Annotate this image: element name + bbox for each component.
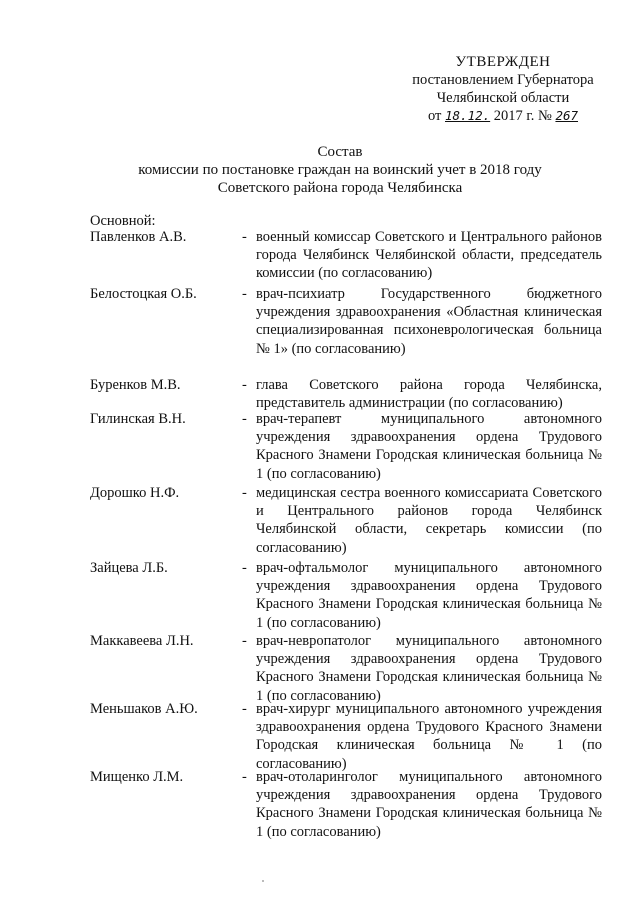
member-role: врач-офтальмолог муниципального автономного учреждения здравоохранения ордена Трудового Красного Знамени Городская клиническая больница № 1 (по согласованию)	[256, 560, 602, 631]
approval-line-2: Челябинской области	[436, 90, 570, 106]
member-dash: -	[242, 411, 247, 427]
member-dash: -	[242, 633, 247, 649]
member-name: Дорошко Н.Ф.	[90, 485, 180, 501]
member-dash: -	[242, 286, 247, 302]
document-title	[60, 143, 620, 197]
member-dash: -	[242, 229, 247, 245]
section-label: Основной:	[90, 213, 156, 229]
member-role: врач-терапевт муниципального автономного учреждения здравоохранения ордена Трудового Красного Знамени Городская клиническая больница № 1 (по согласованию)	[256, 411, 602, 482]
member-name: Буренков М.В.	[90, 377, 181, 393]
member-role: врач-невропатолог муниципального автономного учреждения здравоохранения ордена Трудового Красного Знамени Городская клиническая больница № 1 (по согласованию)	[256, 633, 602, 704]
year-text: 2017 г. №	[493, 108, 552, 124]
member-role: врач-хирург муниципального автономного учреждения здравоохранения ордена Трудового Красного Знамени Городская клиническая больница № 1 (по согласованию)	[256, 701, 602, 772]
member-name: Белостоцкая О.Б.	[90, 286, 197, 302]
member-role: глава Советского района города Челябинска, представитель администрации (по согласованию)	[256, 377, 602, 412]
member-dash: -	[242, 769, 247, 785]
approval-date-line	[392, 107, 614, 125]
member-dash: -	[242, 701, 247, 717]
member-name: Меньшаков А.Ю.	[90, 701, 198, 717]
member-name: Мищенко Л.М.	[90, 769, 184, 785]
date-prefix: от	[427, 108, 442, 124]
scan-speck	[262, 880, 264, 882]
member-name: Зайцева Л.Б.	[90, 560, 168, 576]
member-role: врач-психиатр Государственного бюджетного учреждения здравоохранения «Областная клиническая специализированная психоневрологическая больница № 1» (по согласованию)	[256, 286, 602, 357]
title-line-2: комиссии по постановке граждан на воинский учет в 2018 году	[138, 162, 542, 178]
title-line-3: Советского района города Челябинска	[217, 180, 463, 196]
member-dash: -	[242, 560, 247, 576]
approval-line-1: постановлением Губернатора	[412, 72, 594, 88]
approval-block	[392, 53, 614, 125]
member-name: Павленков А.В.	[90, 229, 187, 245]
member-dash: -	[242, 485, 247, 501]
member-name: Гилинская В.Н.	[90, 411, 186, 427]
date-value: 18.12.	[445, 108, 491, 123]
member-role: военный комиссар Советского и Центрального районов города Челябинск Челябинской области, председатель комиссии (по согласованию)	[256, 229, 602, 282]
title-line-1: Состав	[317, 144, 363, 160]
approved-heading: УТВЕРЖДЕН	[455, 54, 551, 70]
member-role: врач-отоларинголог муниципального автономного учреждения здравоохранения ордена Трудового Красного Знамени Городская клиническая больница № 1 (по согласованию)	[256, 769, 602, 840]
document-number: 267	[555, 108, 579, 123]
member-role: медицинская сестра военного комиссариата Советского и Центрального районов города Челябинск Челябинской области, секретарь комиссии (по согласованию)	[256, 485, 602, 556]
member-name: Маккавеева Л.Н.	[90, 633, 194, 649]
member-dash: -	[242, 377, 247, 393]
